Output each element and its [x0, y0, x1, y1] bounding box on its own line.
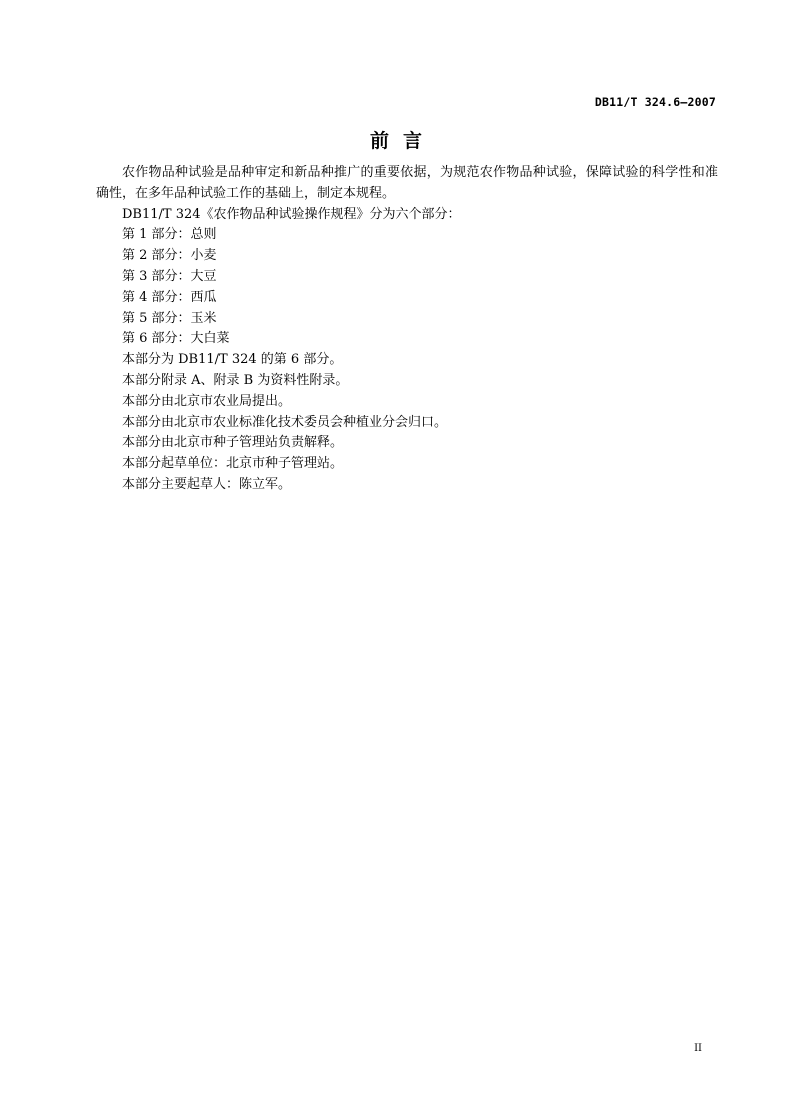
part-item: 第 1 部分：总则 [122, 227, 217, 243]
statement-line: 本部分附录 A、附录 B 为资料性附录。 [122, 372, 349, 388]
part-item: 第 5 部分：玉米 [122, 310, 217, 326]
document-code: DB11/T 324.6—2007 [594, 95, 716, 109]
page-number: II [694, 1043, 702, 1054]
page-title: 前言 [369, 130, 436, 152]
part-item: 第 2 部分：小麦 [122, 248, 217, 264]
part-item: 第 4 部分：西瓜 [122, 289, 217, 305]
statement-line: 本部分由北京市农业标准化技术委员会种植业分会归口。 [122, 414, 448, 430]
statement-line: 本部分由北京市种子管理站负责解释。 [122, 435, 344, 451]
intro-paragraph: 农作物品种试验是品种审定和新品种推广的重要依据，为规范农作物品种试验，保障试验的科学性和准确性，在多年品种试验工作的基础上，制定本规程。 [96, 165, 718, 201]
part-item: 第 6 部分：大白菜 [122, 331, 230, 347]
statement-line: 本部分主要起草人：陈立军。 [122, 476, 292, 492]
statement-line: 本部分由北京市农业局提出。 [122, 393, 292, 409]
statement-line: 本部分为 DB11/T 324 的第 6 部分。 [122, 352, 343, 368]
foreword-body [96, 163, 718, 496]
parts-intro: DB11/T 324《农作物品种试验操作规程》分为六个部分： [122, 206, 461, 222]
statement-line: 本部分起草单位：北京市种子管理站。 [122, 456, 344, 472]
part-item: 第 3 部分：大豆 [122, 268, 217, 284]
